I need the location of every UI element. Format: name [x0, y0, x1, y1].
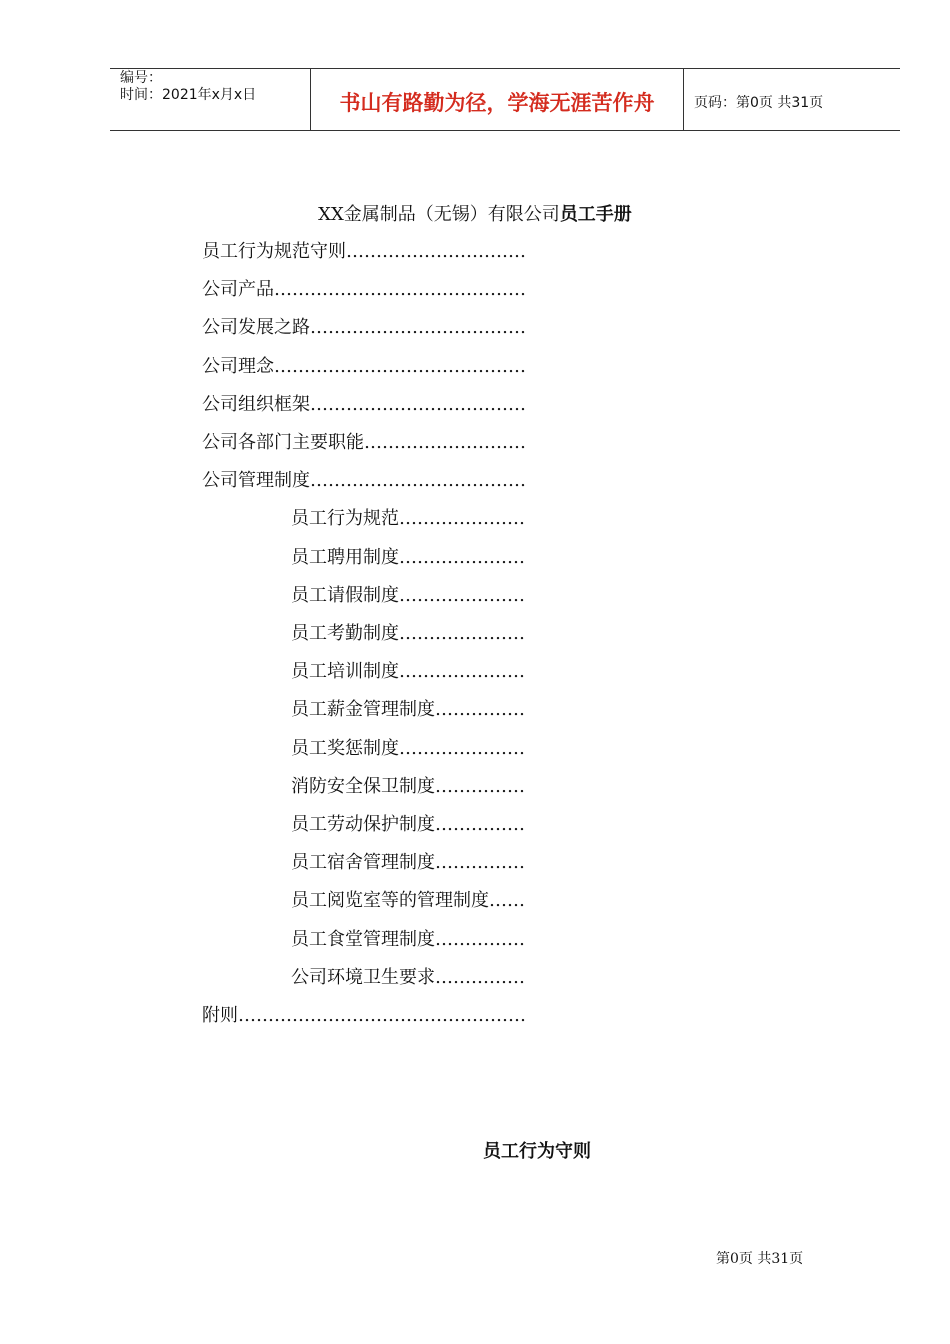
toc-item: 公司发展之路………………………………	[202, 317, 526, 338]
section-heading: 员工行为守则	[483, 1141, 591, 1162]
toc-item: 员工考勤制度…………………	[291, 623, 525, 644]
toc-item: 员工聘用制度…………………	[291, 547, 525, 568]
toc-item: 公司各部门主要职能………………………	[202, 432, 526, 453]
toc-item: 员工行为规范…………………	[291, 508, 525, 529]
header-motto: 书山有路勤为径，学海无涯苦作舟	[311, 69, 684, 130]
document-title	[0, 200, 950, 226]
toc-item: 公司产品……………………………………	[202, 279, 526, 300]
toc-item: 员工阅览室等的管理制度……	[291, 890, 525, 911]
toc-item: 员工请假制度…………………	[291, 585, 525, 606]
number-label: 编号：	[120, 70, 162, 86]
title-prefix: XX金属制品（无锡）有限公司	[318, 204, 560, 225]
toc-item: 公司管理制度………………………………	[202, 470, 526, 491]
toc-item: 员工食堂管理制度……………	[291, 929, 525, 950]
title-bold: 员工手册	[559, 204, 632, 225]
toc-item: 附则…………………………………………	[202, 1005, 526, 1026]
toc-item: 公司理念……………………………………	[202, 356, 526, 377]
toc-item: 公司环境卫生要求……………	[291, 967, 525, 988]
toc-item: 员工劳动保护制度……………	[291, 814, 525, 835]
toc-item: 员工薪金管理制度……………	[291, 699, 525, 720]
header-page-info: 页码：第0页 共31页	[694, 94, 824, 111]
toc-item: 公司组织框架………………………………	[202, 394, 526, 415]
page-footer: 第0页 共31页	[716, 1251, 804, 1267]
header-meta	[110, 69, 311, 130]
toc-item: 员工宿舍管理制度……………	[291, 852, 525, 873]
toc-item: 员工培训制度…………………	[291, 661, 525, 682]
toc-item: 员工行为规范守则…………………………	[202, 241, 526, 262]
toc-item: 消防安全保卫制度……………	[291, 776, 525, 797]
time-label: 时间：2021年x月x日	[120, 87, 257, 103]
page-header	[110, 68, 900, 131]
toc-item: 员工奖惩制度…………………	[291, 738, 525, 759]
